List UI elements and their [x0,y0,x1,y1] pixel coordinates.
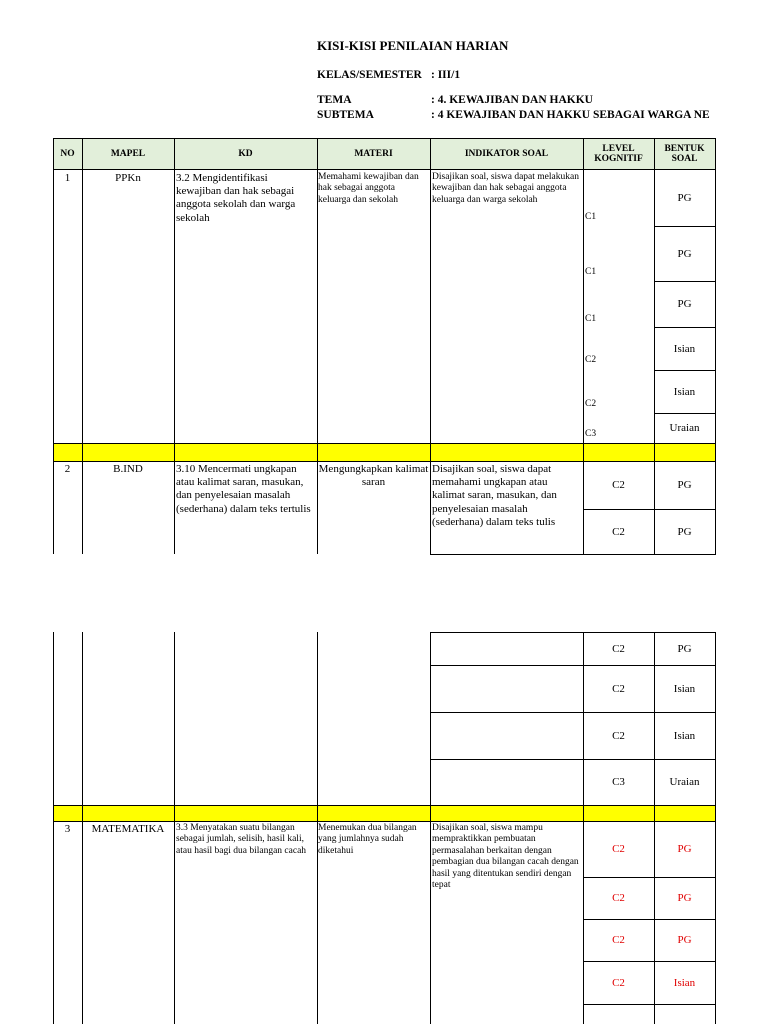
row3-bentuk: PG [677,843,692,855]
page-title: KISI-KISI PENILAIAN HARIAN [317,38,509,53]
row3-kd: 3.3 Menyatakan suatu bilangan sebagai jumlah, selisih, hasil kali, atau hasil bagi dua bilangan cacah [176,823,307,856]
row1-indikator: Disajikan soal, siswa dapat melakukan kewajiban dan hak sebagai anggota keluarga dan warga sekolah [432,172,579,205]
row3-level: C2 [612,934,625,946]
subtema-value: : 4 KEWAJIBAN DAN HAKKU SEBAGAI WARGA NE [431,109,710,121]
row1-level: C2 [585,399,597,409]
row2-cont-level: C2 [612,682,625,695]
row1-bentuk: PG [677,247,692,260]
row2-bentuk: PG [677,525,692,538]
row1-level: C1 [585,267,597,277]
row2-mapel: B.IND [113,463,143,475]
row2-cont-level: C2 [612,729,625,742]
row1-level: C1 [585,314,597,324]
separator-row [53,443,715,461]
tema-value: : 4. KEWAJIBAN DAN HAKKU [431,94,593,106]
row1-bentuk: Uraian [669,422,700,434]
row3-level: C2 [612,976,625,989]
kelas-label: KELAS/SEMESTER [317,69,422,81]
row2-materi: Mengungkapkan kalimat saran [318,463,429,489]
col-header-mapel: MAPEL [82,139,174,169]
row1-bentuk: Isian [673,342,696,355]
row3-bentuk: PG [677,934,692,946]
row1-level: C1 [585,212,597,222]
row3-level: C2 [612,843,625,855]
col-header-indikator: INDIKATOR SOAL [430,139,583,169]
row3-mapel: MATEMATIKA [91,823,165,835]
row1-mapel: PPKn [115,172,141,184]
row2-level: C2 [612,525,625,538]
col-header-no: NO [53,139,82,169]
row3-indikator: Disajikan soal, siswa mampu mempraktikkan pembuatan permasalahan berkaitan dengan pembagian dua bilangan cacah dengan hasil yang ditentukan sendiri dengan tepat [432,823,579,890]
row3-bentuk: PG [677,892,692,904]
row1-bentuk: Isian [673,385,696,398]
row1-level: C2 [585,355,597,365]
row2-indikator: Disajikan soal, siswa dapat memahami ungkapan atau kalimat saran, masukan, dan penyelesaian masalah (sederhana) dalam teks tulis [432,463,557,528]
col-header-bentuk: BENTUK SOAL [654,139,715,169]
row1-level: C3 [585,429,597,439]
row2-no: 2 [64,463,71,475]
col-header-kd: KD [174,139,317,169]
row1-no: 1 [64,172,71,184]
row1-kd: 3.2 Mengidentifikasi kewajiban dan hak sebagai anggota sekolah dan warga sekolah [176,172,296,224]
col-header-materi: MATERI [317,139,430,169]
row1-bentuk: PG [677,192,692,204]
row1-bentuk: PG [677,298,692,310]
tema-label: TEMA [317,94,352,106]
row3-level: C2 [612,892,625,904]
row2-cont-bentuk: Isian [673,682,696,695]
row2-cont-level: C3 [612,776,625,788]
row1-materi: Memahami kewajiban dan hak sebagai anggota keluarga dan sekolah [318,172,419,205]
row2-cont-bentuk: Isian [673,729,696,742]
row2-cont-level: C2 [612,642,625,655]
col-header-level: LEVEL KOGNITIF [583,139,654,169]
row2-cont-bentuk: PG [677,642,692,655]
row2-level: C2 [612,479,625,491]
row3-bentuk: Isian [673,976,696,989]
row3-materi: Menemukan dua bilangan yang jumlahnya sudah diketahui [318,823,417,856]
row3-no: 3 [64,823,71,835]
row2-cont-bentuk: Uraian [669,776,700,788]
row2-kd: 3.10 Mencermati ungkapan atau kalimat saran, masukan, dan penyelesaian masalah (sederhana) dalam teks tertulis [176,463,311,515]
kelas-value: : III/1 [431,69,461,81]
row2-bentuk: PG [677,479,692,491]
subtema-label: SUBTEMA [317,109,374,121]
separator-row [53,805,715,821]
